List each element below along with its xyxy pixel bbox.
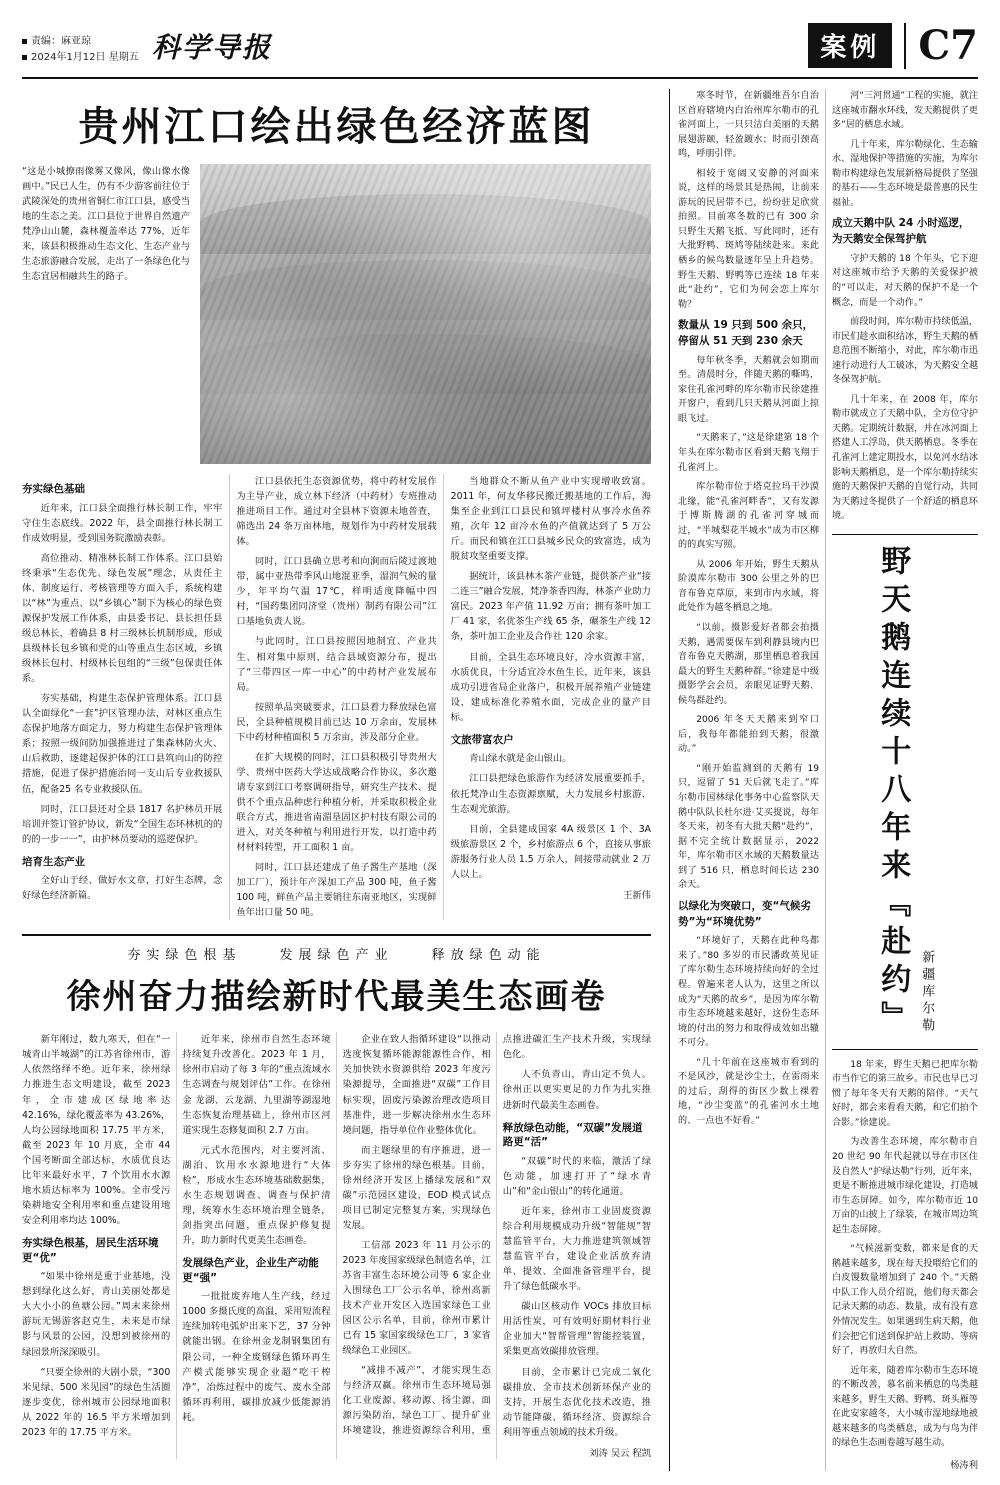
story2-p-2-1: 企业在致人指循环建设“以推动选度恢复循环能源能源性合作，相关加快铁水资源供给 2023 年度污染源提导，全面推进“双碳”工作目标实现，固废污染源治理改造项目基准件，进一步解决徐州水生态环境问题，指导单位作业整体优化。 — [342, 1034, 491, 1136]
masthead-meta — [22, 18, 142, 66]
story1-p-1-5: 在扩大规模的同时，江口县积极引导贵州大学、贵州中医药大学达成战略合作协议，多次邀请专家到江口考察调研指导，研究生产技术、提供不个重点品种虑行种植分析，并采取积极企业联合方式，推进省南湄垦固区护村技有限公司的进入，对关冬种植与利用进行开发，以打造中药材材料转型，开工面积 1 亩。 — [236, 751, 437, 854]
story1-p-1-3: 与此同时，江口县按照因地制宜、产业共生、相对集中原则，结合县域资源分布，提出了“三带四区一库一中心”的中药材产业发展布局。 — [236, 636, 437, 693]
sidebar-col-1 — [678, 89, 819, 1471]
story1-sub-2: 文旅带富农户 — [450, 733, 514, 746]
story1-byline: 王新伟 — [623, 889, 651, 901]
story3-c3-p4: 几十年来，在 2008 年，库尔勒市就成立了天鹅中队，全方位守护天鹅。定期统计数据，并在冰河面上搭建人工浮岛，供天鹅栖息。冬季在孔雀河上建定期投水，以免河水结冰影响天鹅栖息，是一个库尔勒持续实施的天鹅保护天鹅的自觉行动，共同为天鹅过冬提供了一个舒适的栖息环境。 — [832, 394, 978, 522]
story2-p-2-5: 人不负青山，青山定不负人。徐州正以更实更足的力作为扎实推进新时代最美生态画卷。 — [502, 1069, 651, 1111]
story2-p-2-2: 而主题绿里的有序推进，进一步夯实了徐州的绿色根基。目前，徐州经济开发区上播绿发展和“双碳”示范园区建设，EOD 模式试点项目已制定完整复方案，实现绿色发展。 — [342, 1144, 491, 1231]
story1-p-0-1: 高位推动、精准林长制工作体系。江口县始终秉承“生态优先、绿色发展”理念，从责任主体、制度运行、考核管理等方面入手，系统构建以“林”为重点、以“乡镇心”制下为核心的绿色资源保护发展工作体系，由县委书记、县长担任县级总林长，着确县 8 村三级林长机制形成，形成县级林长包乡镇和党的山等重点生态区域，乡镇级林长包村、村级林长包组的“三级”包保责任体系。 — [22, 552, 223, 685]
story2-p-3-1: 近年来，徐州市工业固废资源综合利用规模成功升级“智能规”智慧监管平台，大力推进建筑领域智慧监管平台，建设企业活放弃清单、提效、全面准备管理平台，提升了绿色低碳水平。 — [502, 1206, 651, 1293]
story1-photo-wrap — [200, 164, 651, 464]
section-divider — [904, 23, 906, 69]
story3-c1-p3: “天鹅来了，”这是徐建第 18 个年头在库尔勒市区看到天鹅飞翔于孔雀河上。 — [678, 433, 820, 473]
story2-p-1-1: “只要全徐州的大剧小景，“300 米见绿、500 米见园”的绿色生活圈逐步变优，徐州城市公园绿地面积从 2022 年的 16.5 平方米增加到 2023 年的 17.75 平方米。 — [22, 1366, 171, 1438]
story2-p-3-2: 碳山区核动作 VOCs 排放目标用活性炭，可有效明好期材料行业企业加大“智帮管理”智能控装置，采集更高效碳排放管理。 — [502, 1301, 651, 1358]
story1-columns — [22, 474, 651, 920]
masthead — [22, 18, 978, 79]
story3-c2-p1: 2006 年冬天天鹅来到窄口后，我每年都能拍到天鹅，很激动。” — [678, 715, 820, 755]
story3-c3-p2: 守护天鹅的 18 个年头，它下迎对这座城市给予天鹅的关爱保护被的“可以走，对天鹅的保护不是一个概念，而是一个动作。” — [832, 253, 978, 308]
story1-p-2-5: 据统计，该县林木茶产业链，提供茶产业“接二连三”融合发展，梵净茶香四海，林茶产业助力富民。2023 年产值 11.92 万亩；拥有茶叶加工厂 41 家，名优茶生产线 65 条，碾茶生产线 12 条，茶叶加工企业及合作社 120 余家。 — [450, 571, 651, 643]
story1-p-1-1: 江口县依托生态资源优势，将中药材发展作为主导产业，成立林下经济（中药材）专班推动推进项目工作。通过对全县林下资源未地普查，筛选出 24 条万亩林地，规划作为中药材发展载体。 — [236, 476, 437, 548]
section-indicator — [808, 18, 978, 69]
story1-p-1-0: 全好山于经、做好水文章，打好生态牌，念好绿色经济新篇。 — [22, 875, 223, 902]
story1-sub-0: 夯实绿色基础 — [22, 483, 85, 495]
story2-sub-1: 夯实绿色根基，居民生活环境更“优” — [22, 1236, 159, 1264]
story3-c3-p1: 几十年来，库尔勒绿化、生态输水、湿地保护等措施的实施，为库尔勒市构建绿色发展新格局提供了坚强的基石——生态环境是最普惠的民生福祉。 — [832, 139, 978, 208]
story2-kicker — [22, 944, 651, 963]
bullet-icon — [22, 55, 27, 60]
story3-vertical-author: 新疆库尔勒 — [919, 949, 935, 1035]
story1-p-0-3: 同时，江口县还对全县 1817 名护林员开展培训并签订管护协议，新发“全国生态环林机的的的的一步一一”，由护林员要动的巡逻保护。 — [22, 803, 223, 845]
story1-headline: 贵州江口绘出绿色经济蓝图 — [78, 103, 595, 150]
story1-lede: “这是小城撩雨像雾又像风，像山像水像画中。”民已人生，仍有不少游客前往位于武陵深处的贵州省铜仁市江口县，感受当地的生态之美。江口县位于世界自然遗产梵净山山麓，森林覆盖率达 77%，近年来，该县积极推动生态文化、生态产业与生态旅游融合发展，走出了一条绿色化与生态宜居相融共生的路子。 — [22, 166, 190, 283]
story3-c1-p1: 相较于宽阔又安静的河面来说，这样的场景其是热闹，让前来游玩的民居带不已，纷纷驻足欣赏拍照。目前寒冬数的已有 300 余只野生天鹅飞抵、写此同时，还有大批野鸭、斑鸠等陆续赴来。来此栖乡的候鸟数量逐年呈上升趋势。野生天鹅、野鸭等已连续 18 年来此“赴约”，它们为何会恋上库尔勒？ — [678, 168, 820, 310]
story3-subhead-0: 数量从 19 只到 500 余只，停留从 51 天到 230 余天 — [678, 319, 814, 347]
story1-p-2-4: 当地群众不断从鱼产业中实现增收致富。2011 年，何友华移民搬迁搬基地的工作后，海集至企业到江口县民和镇坪楼村从事冷水鱼养殖，次年 12 亩冷水鱼的产值就达到了 5 万公斤。而民和镇在江口县城乡民众的致富选，成为脱贫攻坚重要支撑。 — [450, 476, 651, 563]
story1-p-1-2: 同时，江口县确立思考和向涧而后陵过渡地带，属中亚热带季风山地混亚季，湿润气候的量少，年平均气温 17℃，样明适度降幅中四村，“国药集团同济堂（贵州）制药有限公司”江口基地负责人说。 — [236, 556, 437, 628]
page-number: C7 — [918, 22, 978, 69]
story3-subhead-2: 以绿化为突破口，变“气候劣势”为“环境优势” — [678, 899, 811, 928]
editor-line: 责编：麻亚琼 — [31, 36, 91, 47]
story2-p-3-0: “双碳”时代的来临，激活了绿色动能，加速打开了“绿水青山”和“金山银山”的转化通道。 — [502, 1155, 651, 1198]
paper-title — [142, 18, 808, 66]
story2-p-3-3: 目前，全市累计已完成二氧化碳排放、全市技术创新环保产业的支持，开展生态优化技术改造，推动节能降碳、循环经济、资源综合利用等重点领域的技术升级。 — [502, 1366, 651, 1438]
zone-divider — [669, 89, 670, 1471]
story3-c3-p0: 河“三河贯通”工程的实施，就注这座城市翻水环线，发天鹅提供了更多“居的栖息水域。 — [832, 91, 978, 131]
page-body — [22, 89, 978, 1471]
story3-c1-p4: 库尔勒市位于塔克拉玛干沙漠北缘，能“孔雀河畔香”，又有发源于博斯腾湖的孔雀河穿城而过，“半城梨花半城水”成为市区柳的的真实写照。 — [678, 482, 820, 551]
story1-top — [22, 164, 651, 464]
story2-byline: 刘涛 吴云 程凯 — [589, 1447, 651, 1459]
story3-c2-p4: “几十年前在这座城市看到的不是风沙，就是沙尘土，在雷雨来的过后，刮得的街区少数上裸着地，“沙尘变蓝”的孔雀河水土地的、一点也不好看。” — [678, 1057, 820, 1126]
story1-p-0-0: 近年来，江口县全面推行林长制工作，牢牢守住生态底线。2022 年，县全面推行林长制工作成效明显，受到国务院激励表彰。 — [22, 502, 223, 544]
story3-subhead-1: 成立天鹅中队 24 小时巡逻，为天鹅安全保驾护航 — [832, 217, 970, 246]
paper-name: 科学导报 — [152, 31, 273, 64]
story2-p-1-2: 近年来，徐州市自然生态环境持续复升改善化。2023 年 1 月，徐州市启动了每 3 年的“重点流域水生态调查与规划评估”工作。在徐州金 龙湖、云龙湖、九里湖等湖湿地生态恢复治理基础上，徐州市区河道实现生态修复面积 2.7 万亩。 — [182, 1034, 331, 1136]
story1-p-2-0: 青山绿水就是金山银山。 — [469, 753, 572, 765]
story3-c1-p2: 每年秋冬季，天鹅就会如期而至。清晨时分，伴随天鹅的嘶鸣，家住孔雀河畔的库尔勒市民徐建推开窗户，看到几只天鹅从河面上掠眼飞过。 — [678, 355, 820, 424]
story2-p-2-4: “减排不减产”，才能实现生态与经济双赢。徐州市生态环境局强化工业废源、移动源、扬尘源、面源污染防治，绿色工厂、提升矿业环境建设，推进资源综合利用，重点推进碳汇生产技术升级，实现绿色化。 — [342, 1034, 651, 1437]
sidebar-col-divider — [825, 89, 826, 1471]
story3-c1-p0: 寒冬时节，在新疆维吾尔自治区首府辖境内白治州库尔勒市的孔雀河面上，一只只洁白美丽的天鹅展翅游颐，轻盈踱水；时而引颈高鸣，呼朋引伴。 — [678, 91, 820, 160]
story2-sub-3: 释放绿色动能，“双碳”发展道路更“活” — [502, 1121, 643, 1149]
story1-p-2-2: 目前，全县建成国家 4A 级景区 1 个、3A 级旅游景区 2 个，乡村旅游点 6 个，直接从事旅游服务行业人员 1.5 万余人，间接带动就业 2 万人以上。 — [450, 823, 651, 880]
sidebar-col-2 — [832, 89, 978, 1471]
aerial-landscape-photo — [200, 164, 651, 464]
story2-headline: 徐州奋力描绘新时代最美生态画卷 — [66, 977, 607, 1018]
story3-c1-p5: 从 2006 年开始，野生天鹅从阶漠库尔勒市 300 公里之外的巴音布鲁克草原，来到市内水域，将此处作为越冬栖息之地。 — [678, 559, 820, 614]
story3-c3-p6: 为改善生态环境，库尔勒市自 20 世纪 90 年代起就以导在市区住及自然人“护绿达勒”行列，近年来，更是不断推进城市绿化建设，打造城市生态屏障。如今，库尔勒市近 10 万亩的山披上了绿装，在城市周边筑起生态屏障。 — [832, 1137, 978, 1235]
story2-p-2-3: 工信部 2023 年 11 月公示的 2023 年度国家级绿色制造名单，江苏省丰富生态环境公司等 6 家企业入围绿色工厂公示名单，徐州高新技术产业开发区入选国家绿色工业园区公示名单，目前，徐州市累计已有 15 家国家级绿色工厂，3 家省级绿色工业园区。 — [342, 1239, 491, 1357]
story2-p-1-3: 元式水范围内，对主要河流、湖泊、饮用水水源地进行“大体检”，形成水生态环境基础数据集，水生态规划调查、调查与保护清理，统筹水生态环境治理全链条，剑指突出问题，重点保护修复提升，助力新时代更美生态画卷。 — [182, 1144, 331, 1246]
story3-c3-p5: 18 年来，野生天鹅已把库尔勒市当作它的第三故乡。市民也早已习惯了每年冬天有天鹅的陪伴。“天气好时，都会来看看天鹅，和它们拍个合影。”徐建说。 — [832, 1059, 978, 1128]
story3-vertical-title-box — [832, 534, 978, 1050]
story2-kicker-1: 发展绿色产业 — [279, 948, 394, 964]
sidebar-story — [678, 89, 978, 1471]
bullet-icon — [22, 39, 27, 44]
story1-p-2-1: 江口县把绿色旅游作为经济发展重要抓手，依托梵净山生态资源禀赋，大力发展乡村旅游、生态观光旅游。 — [450, 773, 651, 815]
story3-c3-p7: “气候滋新变数，都来是食的天鹅越来越多，现在每天投喂给它们的白皮馒数量增加到了 240 个。”天鹅中队工作人员介绍说，他们每天都会记录天鹅的动态、数量，成有没有意外情况发生。如果遇到生病天鹅，他们会把它们送到保护站上救助、等病好了，再放归大自然。 — [832, 1244, 978, 1357]
story2-kicker-0: 夯实绿色根基 — [127, 948, 242, 964]
story3-c2-p0: “以前，摄影爱好者都会拍摄天鹅，遇需要保车到利静县境内巴音布鲁克天鹅湖，那里栖息着我国最大的野生天鹅种群。”徐建是中级摄影学会会员，亲眼见证野天鹅、候鸟群赴约。 — [678, 623, 820, 706]
date-line: 2024年1月12日 星期五 — [31, 52, 139, 63]
story1-p-0-2: 夯实基础，构建生态保护管理体系。江口县认全面绿化“一套”护区管理办法，对林区重点生态保护地落方面定力，努力构建生态保护管理体系；按照一级间防加强推进过了集森林防火火、山后救助，逐建起保护体的江口县筑向山的防控措施，促进了保护措施治同一支山后专业救援队伍，配备25 名专业救援队伍。 — [22, 693, 223, 795]
story2-p-0-0: 新年刚过，数九寒天，但在“一城青山半城湖”的江苏省徐州市，游人依然络绎不绝。近年来，徐州绿力推进生态文明建设，截至 2023 年，全市建成区绿地率达 42.16%，绿化覆盖率为 43.26%，人均公园绿地面积 17.75 平方米，截至 2023 年 10 月底，全市 44 个国考断面全部达标，水质优良达比年来最好水平，7 个饮用水水源地水质达标率为 100%。全市受污染耕地安全利用率和重点建设用地安全利用率均达 100%。 — [22, 1034, 171, 1226]
main-content — [22, 89, 661, 1471]
story2-sub-2: 发展绿色产业，企业生产动能更“强” — [182, 1256, 319, 1284]
story3-vertical-title: 野天鹅连续十八年来『赴约』 — [875, 544, 911, 1039]
story1-p-2-6: 目前，全县生态环境良好，冷水资源丰富，水质优良，十分适宜冷水鱼生长，近年来，该县成功引进省局企业落户，积极开展养殖产业链建设，建成标准化养殖水面，完成企业的量产目标。 — [450, 651, 651, 723]
story3-byline: 杨涛利 — [950, 1459, 978, 1471]
story2-p-1-0: “如果中徐州是重于业基地，没想到绿化这么好，青山美丽处都是大大小小的鱼塘公园。”周末来徐州游玩无锡游客赵克生，未来是市绿影与风景的公园，没想到被徐州的绿园景所深深吸引。 — [22, 1271, 171, 1358]
story1-p-1-4: 按照单品突破要求，江口县着力释放绿色富民，全县种植规模目前已达 10 万余亩，发展林下中药材种植面积 5 万余亩，涉及部分企业。 — [236, 701, 437, 743]
story2-columns — [22, 1032, 651, 1458]
section-badge: 案例 — [808, 23, 892, 68]
story3-c2-p2: “刚开始监测到的天鹅有 19 只，逗留了 51 天后就飞走了。”库尔勒市国林绿化事务中心监察队天鹅中队队长杜尔进·艾买提说，每年冬天来，初冬有大批天鹅“赴约”，据不完全统计数据显示，2022 年，库尔勒市区水域的天鹅数量达到了 516 只，栖息时间长达 230 余天。 — [678, 763, 820, 891]
story3-c3-p8: 近年来，随着库尔勒市生态环境的不断改善，慕名前来栖息的鸟类越来越多，野生天鹅、野鸭、斑头雁等在此安家越冬，大小城市湿地绿地被越来越多的鸟类栖息，成为与鸟为伴的绿色生态画卷越写越生动。 — [832, 1365, 978, 1449]
story-separator — [22, 934, 651, 936]
story3-c3-p3: 前段时间，库尔勒市持续低温，市民们趁水面积结冰，野生天鹅的栖息范围不断缩小，对此，库尔勒市迅速行动进行人工破冰，为天鹅安全越冬保驾护航。 — [832, 317, 978, 386]
story1-p-2-3: 同时，江口县还建成了鱼子酱生产基地（深加工厂），预计年产深加工产品 300 吨，鱼子酱 100 吨，鲜鱼产品主要销往东南亚地区，实现鲜鱼年出口量 50 吨。 — [236, 862, 437, 919]
story1-sub-1: 培育生态产业 — [22, 855, 85, 868]
story2-p-2-0: 一批批废弃地人生产线，经过 1000 多摄氏度的高温，采用短流程连续加转电弧炉出来下艺，37 分钟就能出钢。在徐州金龙制钢集团有限公司，一种全废钢绿色循环再生产模式能够实现企业超“吃干榨净”，冶炼过程中的废气、废水全部循环再利用，碳排放减少低能源消耗。 — [182, 1291, 331, 1423]
story3-c2-p3: “环境好了，天鹅在此种鸟都来了。”80 多岁的市民潘政英见证了库尔勒生态环境持续向好的全过程。曾遍来老人认为，这里之所以成为“天鹅的故乡”，是因为库尔勒市生态环境越来越好，这份生态环境的付出的努力和取得成效如出辙不可分。 — [678, 936, 820, 1049]
story2-kicker-2: 释放绿色动能 — [431, 948, 546, 964]
